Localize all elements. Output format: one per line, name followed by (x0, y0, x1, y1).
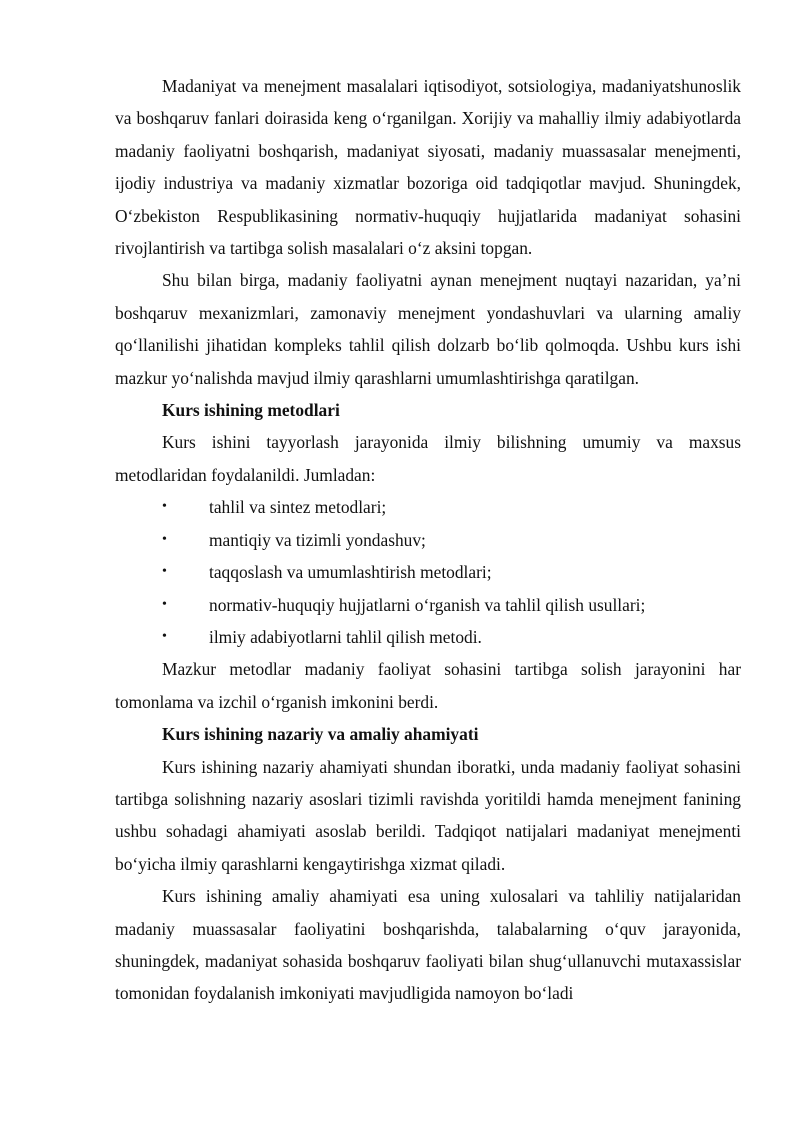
list-item (115, 621, 741, 653)
methods-conclusion-paragraph: Mazkur metodlar madaniy faoliyat sohasini tartibga solish jarayonini har tomonlama va izchil o‘rganish imkonini berdi. (115, 659, 741, 712)
bullet-icon: • (162, 564, 167, 580)
bullet-icon: • (162, 596, 167, 612)
methods-heading: Kurs ishining metodlari (162, 400, 340, 421)
list-item-text: mantiqiy va tizimli yondashuv; (209, 529, 426, 550)
list-item (115, 491, 741, 523)
methods-list (115, 491, 741, 653)
intro-paragraph-1: Madaniyat va menejment masalalari iqtisodiyot, sotsiologiya, madaniyatshunoslik va boshqaruv fanlari doirasida keng o‘rganilgan. Xorijiy va mahalliy ilmiy adabiyotlarda madaniy faoliyatni boshqarish, madaniyat siyosati, madaniy muassasalar menejmenti, ijodiy industriya va madaniy xizmatlar bozoriga oid tadqiqotlar mavjud. Shuningdek, O‘zbekiston Respublikasining normativ-huquqiy hujjatlarida madaniyat sohasini rivojlantirish va tartibga solish masalalari o‘z aksini topgan. (115, 76, 741, 259)
list-item-text: normativ-huquqiy hujjatlarni o‘rganish va tahlil qilish usullari; (209, 594, 646, 615)
list-item-text: ilmiy adabiyotlarni tahlil qilish metodi. (209, 626, 482, 647)
list-item-text: taqqoslash va umumlashtirish metodlari; (209, 562, 492, 583)
list-item (115, 556, 741, 588)
intro-paragraph-2: Shu bilan birga, madaniy faoliyatni aynan menejment nuqtayi nazaridan, ya’ni boshqaruv mexanizmlari, zamonaviy menejment yondashuvlari va ularning amaliy qo‘llanilishi jihatidan kompleks tahlil qilish dolzarb bo‘lib qolmoqda. Ushbu kurs ishi mazkur yo‘nalishda mavjud ilmiy qarashlarni umumlashtirishga qaratilgan. (115, 270, 741, 388)
bullet-icon: • (162, 499, 167, 515)
list-item (115, 524, 741, 556)
significance-heading: Kurs ishining nazariy va amaliy ahamiyati (162, 724, 479, 745)
bullet-icon: • (162, 628, 167, 644)
practical-significance-paragraph: Kurs ishining amaliy ahamiyati esa uning xulosalari va tahliliy natijalaridan madaniy muassasalar faoliyatini boshqarishda, talabalarning o‘quv jarayonida, shuningdek, madaniyat sohasida boshqaruv faoliyati bilan shug‘ullanuvchi mutaxassislar tomonidan foydalanish imkoniyati mavjudligida namoyon bo‘ladi (115, 886, 741, 1004)
document-page (115, 70, 741, 1010)
bullet-icon: • (162, 531, 167, 547)
theoretical-significance-paragraph: Kurs ishining nazariy ahamiyati shundan iboratki, unda madaniy faoliyat sohasini tartibga solishning nazariy asoslari tizimli ravishda yoritildi hamda menejment fanining ushbu sohadagi ahamiyati asoslab berildi. Tadqiqot natijalari madaniyat menejmenti bo‘yicha ilmiy qarashlarni kengaytirishga xizmat qiladi. (115, 756, 741, 874)
list-item-text: tahlil va sintez metodlari; (209, 497, 387, 518)
list-item (115, 589, 741, 621)
methods-intro-paragraph: Kurs ishini tayyorlash jarayonida ilmiy bilishning umumiy va maxsus metodlaridan foydalanildi. Jumladan: (115, 432, 741, 485)
